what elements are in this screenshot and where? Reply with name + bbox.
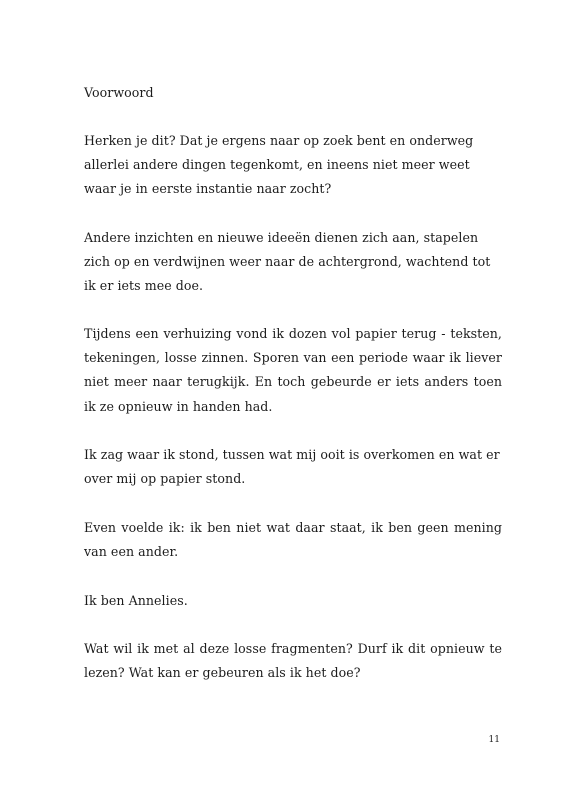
section-heading: Voorwoord: [84, 85, 154, 100]
paragraph-2: Andere inzichten en nieuwe ideeën dienen zich aan, stapelen zich op en verdwijnen weer naar de achtergrond, wachtend tot ik er iets mee doe.: [84, 230, 491, 294]
paragraph-3: Tijdens een verhuizing vond ik dozen vol papier terug - teksten, tekeningen, losse zinnen. Sporen van een periode waar ik liever niet meer naar terugkijk. En toch gebeurde er iets anders toen ik ze opnieuw in handen had.: [84, 326, 502, 414]
paragraph-5: Even voelde ik: ik ben niet wat daar staat, ik ben geen mening van een ander.: [84, 520, 502, 560]
paragraph-7: Wat wil ik met al deze losse fragmenten? Durf ik dit opnieuw te lezen? Wat kan er gebeuren als ik het doe?: [84, 641, 502, 681]
paragraph-6: Ik ben Annelies.: [84, 593, 188, 608]
page-number: 11: [488, 735, 500, 745]
paragraph-1: Herken je dit? Dat je ergens naar op zoek bent en onderweg allerlei andere dingen tegenkomt, en ineens niet meer weet waar je in eerste instantie naar zocht?: [84, 133, 474, 197]
paragraph-4: Ik zag waar ik stond, tussen wat mij ooit is overkomen en wat er over mij op papier stond.: [84, 447, 500, 487]
